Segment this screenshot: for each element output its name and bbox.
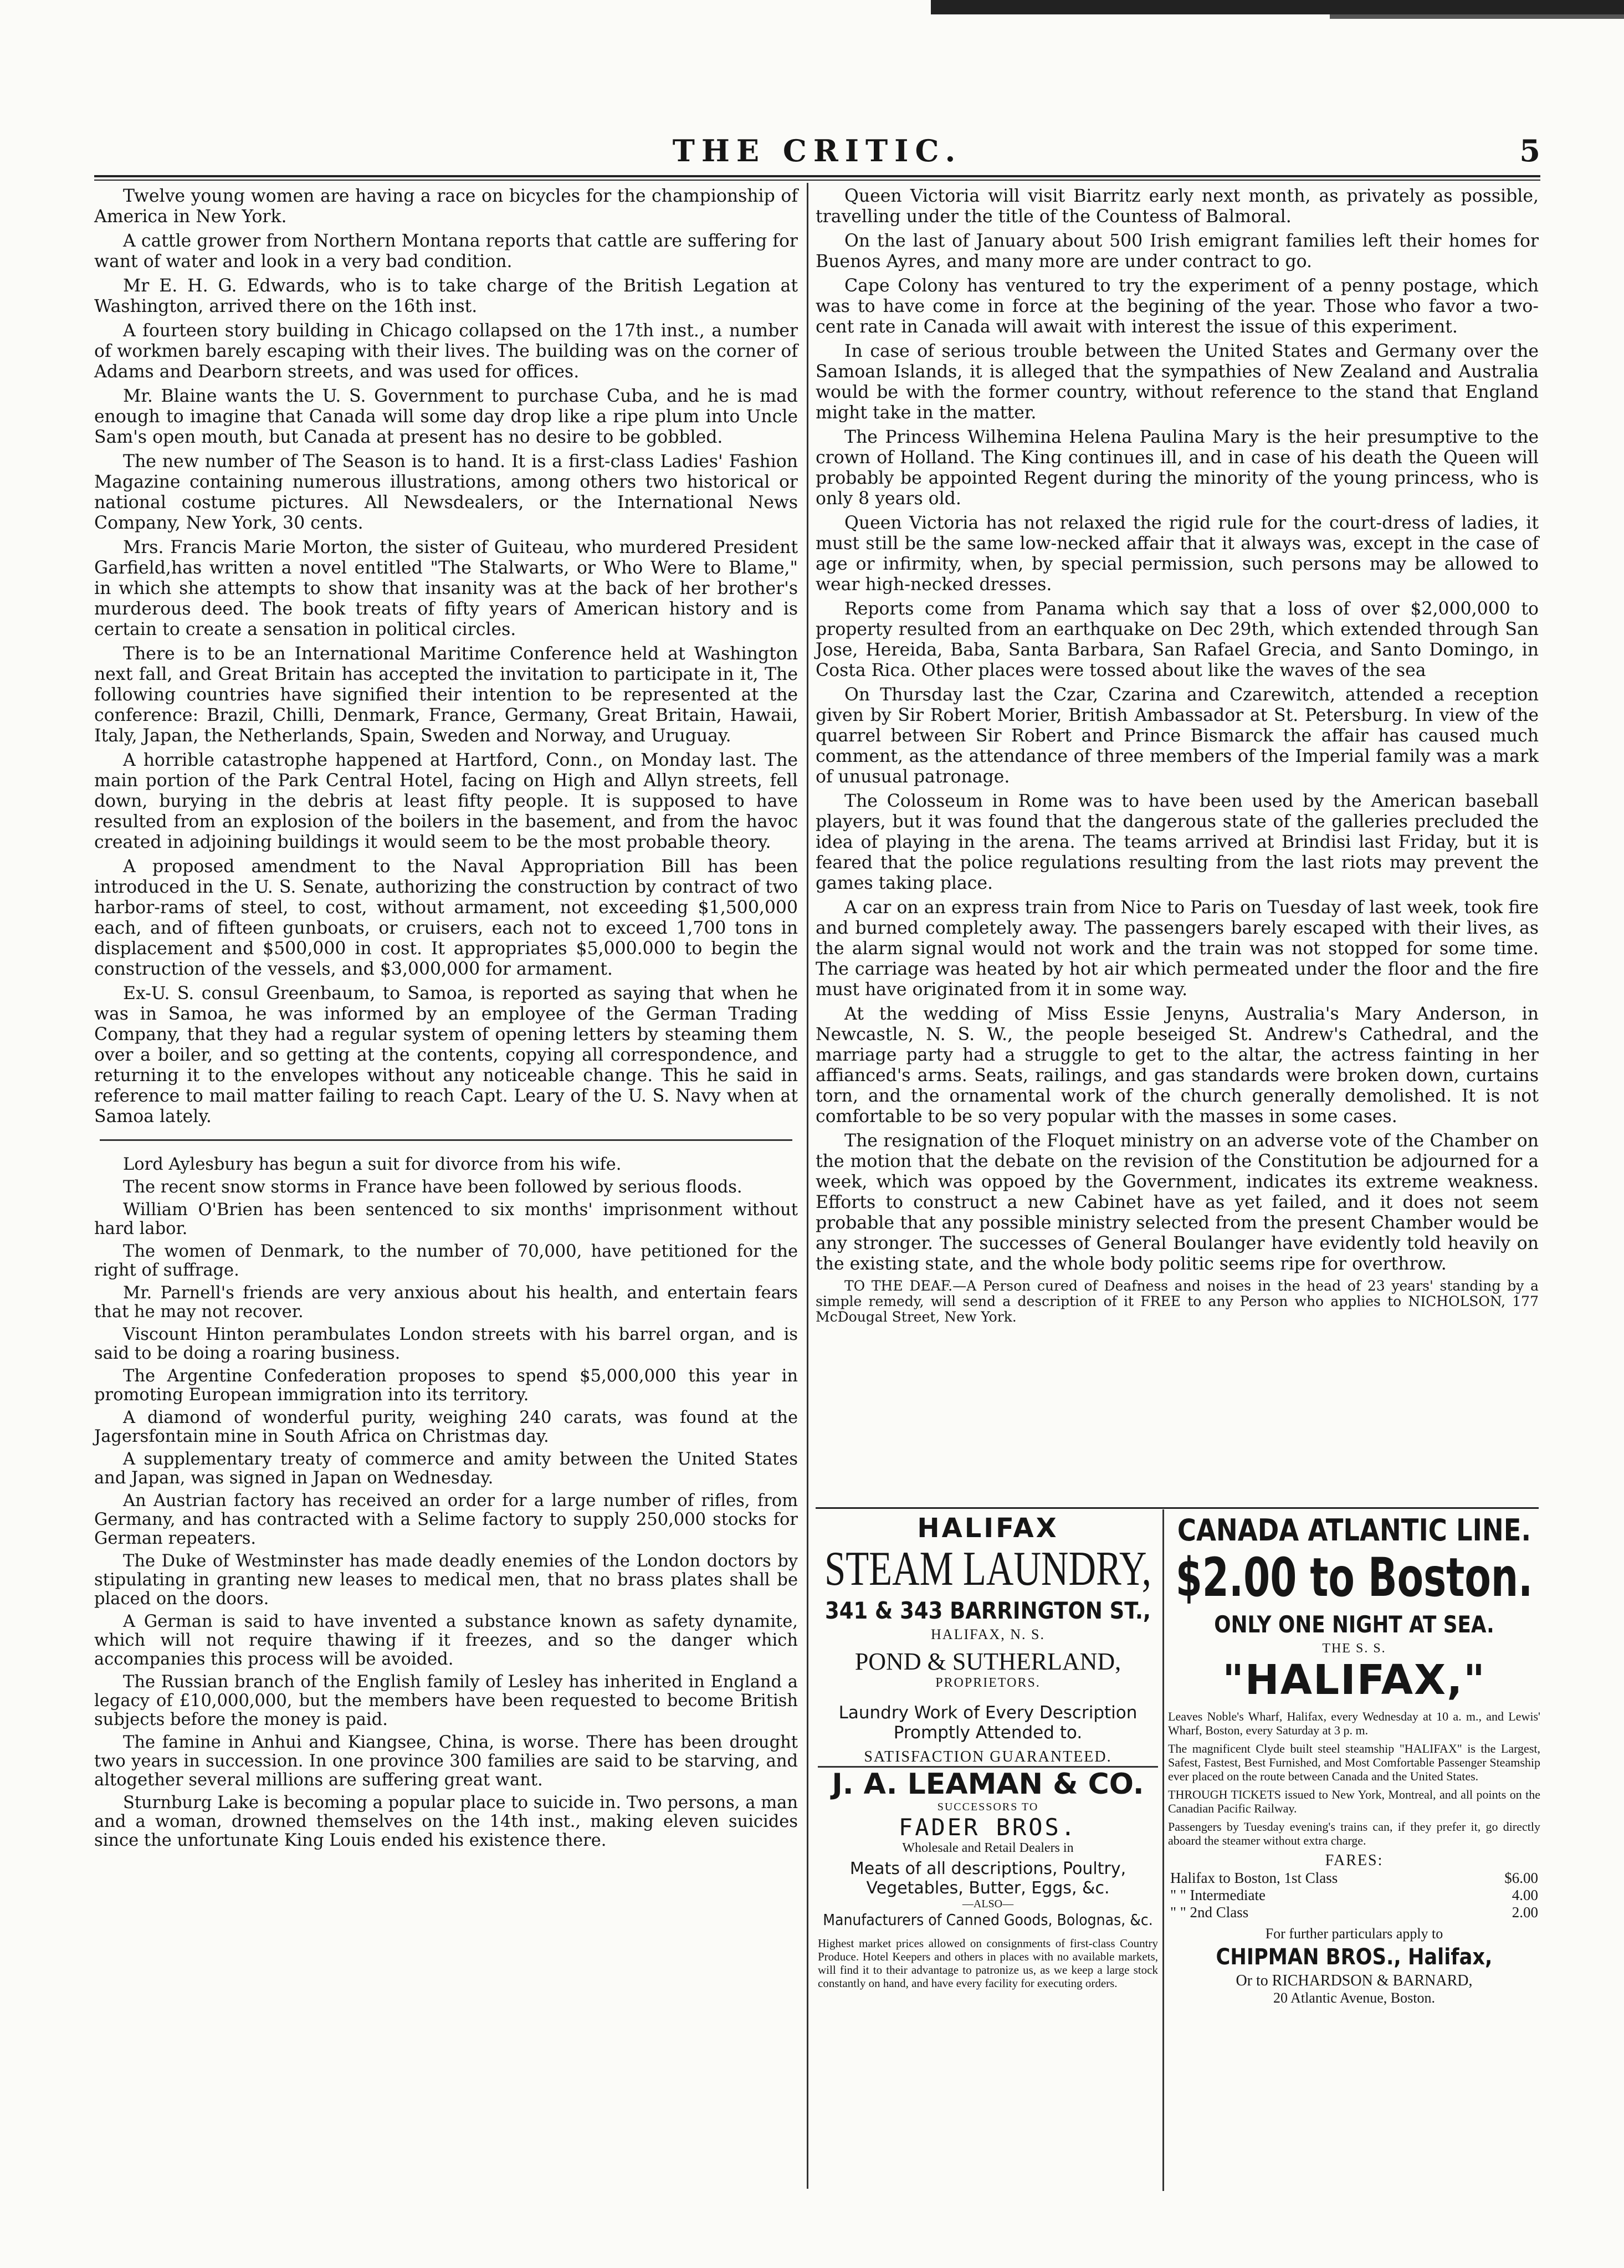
news-item: A diamond of wonderful purity, weighing 240 carats, was found at the Jagersfontain mine in South Africa on Christmas day. bbox=[94, 1408, 798, 1446]
news-item: On Thursday last the Czar, Czarina and Czarewitch, attended a reception given by Sir Robert Morier, British Ambassador at St. Petersburg. In view of the quarrel between Sir Robert and Prince Bismarck the affair has caused much comment, as the attendance of three members of the Imperial family was a mark of unusual patronage. bbox=[816, 685, 1539, 787]
news-item: Sturnburg Lake is becoming a popular place to suicide in. Two persons, a man and a woman, drowned themselves on the 14th inst., making eleven suicides since the unfortunate King Louis ended his existence there. bbox=[94, 1793, 798, 1850]
fare-label: " " Intermediate bbox=[1170, 1887, 1266, 1903]
fare-row bbox=[1168, 1887, 1540, 1904]
news-item: The famine in Anhui and Kiangsee, China, is worse. There has been drought two years in succession. In one province 300 families are said to be starving, and altogether several millions are suffering great want. bbox=[94, 1733, 798, 1790]
masthead-title: THE CRITIC. bbox=[672, 133, 962, 168]
fares-table bbox=[1168, 1870, 1540, 1921]
news-item: The resignation of the Floquet ministry on an adverse vote of the Chamber on the motion that the debate on the revision of the Constitution be adjourned for a week, which was oppoed by the Government, indicates its extreme weakness. Efforts to construct a new Cabinet have as yet failed, and it does not seem probable that any possible ministry selected from the present Chamber would be any stronger. The successes of General Boulanger have evidently told heavily on the existing state, and the whole body politic seems ripe for overthrow. bbox=[816, 1131, 1539, 1274]
page-number: 5 bbox=[1519, 133, 1540, 168]
ads-divider bbox=[1162, 1509, 1164, 2191]
leaman-successors: SUCCESSORS TO bbox=[937, 1801, 1039, 1813]
news-item: The Russian branch of the English family of Lesley has inherited in England a legacy of £10,000,000, but the members have been requested to become British subjects before the money is paid. bbox=[94, 1672, 798, 1729]
news-item: A fourteen story building in Chicago collapsed on the 17th inst., a number of workmen barely escaping with their lives. The building was on the corner of Adams and Dearborn streets, and was used for offices. bbox=[94, 321, 798, 382]
laundry-guarantee: SATISFACTION GUARANTEED. bbox=[864, 1748, 1112, 1765]
header-rule-bottom bbox=[94, 180, 1540, 181]
ship-name: "HALIFAX," bbox=[1222, 1656, 1486, 1704]
laundry-line2: Promptly Attended to. bbox=[893, 1723, 1083, 1743]
leaman-line3: Manufacturers of Canned Goods, Bolognas, &c. bbox=[823, 1911, 1153, 1929]
laundry-role: PROPRIETORS. bbox=[935, 1676, 1041, 1690]
leaman-former: FADER BROS. bbox=[898, 1814, 1078, 1841]
alt-agent: Or to RICHARDSON & BARNARD, bbox=[1236, 1972, 1473, 1989]
news-item: The Duke of Westminster has made deadly enemies of the London doctors by stipulating in granting new leases to medical men, that no brass plates shall be placed on the doors. bbox=[94, 1552, 798, 1609]
leaman-line1: Meats of all descriptions, Poultry, bbox=[849, 1859, 1126, 1878]
news-item: Queen Victoria will visit Biarritz early next month, as privately as possible, travelling under the title of the Countess of Balmoral. bbox=[816, 186, 1539, 227]
news-item: Queen Victoria has not relaxed the rigid rule for the court-dress of ladies, it must still be the same low-necked affair that it always was, except in the case of age or infirmity, when, by special permission, such persons may be allowed to wear high-necked dresses. bbox=[816, 513, 1539, 595]
column-divider bbox=[807, 183, 808, 2189]
deaf-notice: TO THE DEAF.—A Person cured of Deafness and noises in the head of 23 years' standing by a simple remedy, will send a description of it FREE to any Person who applies to NICHOLSON, 177 McDougal Street, New York. bbox=[816, 1278, 1539, 1325]
news-item: Mr E. H. G. Edwards, who is to take charge of the British Legation at Washington, arrived there on the 16th inst. bbox=[94, 276, 798, 316]
news-item: A proposed amendment to the Naval Appropriation Bill has been introduced in the U. S. Senate, authorizing the construction by contract of two harbor-rams of steel, to cost, without armament, not exceeding $1,500,000 each, and of fifteen gunboats, or cruisers, each not to exceed 1,700 tons in displacement and $500,000 in cost. It appropriates $5,000.000 to begin the construction of the vessels, and $3,000,000 for armament. bbox=[94, 857, 798, 979]
news-item: The Argentine Confederation proposes to spend $5,000,000 this year in promoting European immigration into its territory. bbox=[94, 1366, 798, 1405]
news-item: At the wedding of Miss Essie Jenyns, Australia's Mary Anderson, in Newcastle, N. S. W., the people beseiged St. Andrew's Cathedral, and the marriage party had a struggle to get to the altar, the actress fainting in her affianced's arms. Seats, railings, and gas standards were broken down, curtains torn, and the ornamental work of the church generally demolished. It is not comfortable to be so very popular with the masses in some cases. bbox=[816, 1004, 1539, 1127]
fare-price: $6.00 bbox=[1504, 1870, 1538, 1886]
news-item: There is to be an International Maritime Conference held at Washington next fall, and Great Britain has accepted the invitation to participate in it, The following countries have signified their intention to be represented at the conference: Brazil, Chilli, Denmark, France, Germany, Great Britain, Hawaii, Italy, Japan, the Netherlands, Spain, Sweden and Norway, and Uruguay. bbox=[94, 644, 798, 746]
leaman-dealers: Wholesale and Retail Dealers in bbox=[902, 1841, 1074, 1855]
tuesday-passengers: Passengers by Tuesday evening's trains can, if they prefer it, go directly aboard the steamer without extra charge. bbox=[1168, 1820, 1540, 1847]
fare-row bbox=[1168, 1870, 1540, 1887]
page-header bbox=[94, 133, 1540, 172]
news-item: A car on an express train from Nice to Paris on Tuesday of last week, took fire and burned completely away. The passengers barely escaped with their lives, as the alarm signal would not work and the train was not stopped for some time. The carriage was heated by hot air which permeated under the floor and the fire must have originated from it in some way. bbox=[816, 898, 1539, 1000]
news-item: Viscount Hinton perambulates London streets with his barrel organ, and is said to be doing a roaring business. bbox=[94, 1325, 798, 1363]
news-item: The Princess Wilhemina Helena Paulina Mary is the heir presumptive to the crown of Holland. The King continues ill, and in case of his death the Queen will probably be appointed Regent during the minority of the young princess, who is only 8 years old. bbox=[816, 427, 1539, 509]
fares-title: FARES: bbox=[1325, 1852, 1384, 1869]
news-item: In case of serious trouble between the United States and Germany over the Samoan Islands, it is alleged that the sympathies of New Zealand and Australia would be with the former country, without reference to the stand that England might take in the matter. bbox=[816, 341, 1539, 423]
the-ss: THE S. S. bbox=[1322, 1641, 1386, 1656]
news-item: The new number of The Season is to hand. It is a first-class Ladies' Fashion Magazine containing numerous illustrations, among others two historical or national costume pictures. All Newsdealers, or the International News Company, New York, 30 cents. bbox=[94, 452, 798, 533]
news-item: Reports come from Panama which say that a loss of over $2,000,000 to property resulted from an earthquake on Dec 29th, which extended through San Jose, Hereida, Baba, Santa Barbara, San Rafael Grecia, and Santo Domingo, in Costa Rica. Other places were tossed about like the waves of the sea bbox=[816, 599, 1539, 680]
news-item: A supplementary treaty of commerce and amity between the United States and Japan, was signed in Japan on Wednesday. bbox=[94, 1450, 798, 1488]
news-item: On the last of January about 500 Irish emigrant families left their homes for Buenos Ayres, and many more are under contract to go. bbox=[816, 231, 1539, 272]
news-item: Mr. Parnell's friends are very anxious about his health, and entertain fears that he may not recover. bbox=[94, 1283, 798, 1322]
laundry-firm: POND & SUTHERLAND, bbox=[854, 1648, 1121, 1675]
boston-price: $2.00 to Boston. bbox=[1175, 1547, 1533, 1609]
news-item: Twelve young women are having a race on bicycles for the championship of America in New York. bbox=[94, 186, 798, 227]
leaman-line2: Vegetables, Butter, Eggs, &c. bbox=[866, 1878, 1110, 1898]
fare-label: Halifax to Boston, 1st Class bbox=[1170, 1870, 1338, 1886]
fare-price: 4.00 bbox=[1512, 1887, 1538, 1903]
news-item: William O'Brien has been sentenced to six months' imprisonment without hard labor. bbox=[94, 1200, 798, 1238]
steamship-advertisement bbox=[1168, 1513, 1540, 2006]
fare-price: 2.00 bbox=[1512, 1904, 1538, 1921]
top-edge-bar-secondary bbox=[1330, 14, 1624, 19]
leaman-also: —ALSO— bbox=[962, 1898, 1014, 1910]
through-tickets: THROUGH TICKETS issued to New York, Montreal, and all points on the Canadian Pacific Railway. bbox=[1168, 1788, 1540, 1815]
laundry-city: HALIFAX bbox=[917, 1513, 1059, 1544]
laundry-advertisement bbox=[818, 1513, 1158, 1990]
laundry-address: 341 & 343 BARRINGTON ST., bbox=[825, 1597, 1151, 1624]
news-item: Mr. Blaine wants the U. S. Government to purchase Cuba, and he is mad enough to imagine that Canada will some day drop like a ripe plum into Uncle Sam's open mouth, but Canada at present has no desire to be gobbled. bbox=[94, 386, 798, 447]
ship-departures: Leaves Noble's Wharf, Halifax, every Wednesday at 10 a. m., and Lewis' Wharf, Boston, every Saturday at 3 p. m. bbox=[1168, 1709, 1540, 1737]
left-column bbox=[94, 186, 798, 1854]
laundry-town: HALIFAX, N. S. bbox=[931, 1626, 1045, 1642]
ads-rule bbox=[816, 1507, 1539, 1509]
leaman-name: J. A. LEAMAN & CO. bbox=[832, 1768, 1144, 1801]
canada-line-title: CANADA ATLANTIC LINE. bbox=[1177, 1513, 1531, 1548]
fare-label: " " 2nd Class bbox=[1170, 1904, 1249, 1921]
leaman-fine-print: Highest market prices allowed on consignments of first-class Country Produce. Hotel Keepers and others in places with no available markets, will find it to their advantage to patronize us, as we keep a large stock constantly on hand, and have every facility for executing orders. bbox=[818, 1937, 1158, 1990]
laundry-name: STEAM LAUNDRY, bbox=[824, 1542, 1151, 1596]
fare-row bbox=[1168, 1904, 1540, 1921]
news-item: A cattle grower from Northern Montana reports that cattle are suffering for want of water and look in a very bad condition. bbox=[94, 231, 798, 272]
header-rule-top bbox=[94, 175, 1540, 177]
news-item: An Austrian factory has received an order for a large number of rifles, from Germany, and has contracted with a Selime factory to supply 250,000 stocks for German repeaters. bbox=[94, 1491, 798, 1548]
agent-name: CHIPMAN BROS., Halifax, bbox=[1216, 1944, 1493, 1970]
news-item: The women of Denmark, to the number of 70,000, have petitioned for the right of suffrage. bbox=[94, 1242, 798, 1280]
news-item: Ex-U. S. consul Greenbaum, to Samoa, is reported as saying that when he was in Samoa, he was informed by an employee of the German Trading Company, that they had a regular system of opening letters by steaming them over a boiler, and so getting at the contents, copying all correspondence, and returning it to the envelopes without any noticeable change. This he said in reference to mail matter failing to reach Capt. Leary of the U. S. Navy when at Samoa lately. bbox=[94, 984, 798, 1127]
news-item: A horrible catastrophe happened at Hartford, Conn., on Monday last. The main portion of the Park Central Hotel, facing on High and Allyn streets, fell down, burying in the debris at least fifty people. It is supposed to have resulted from an explosion of the boilers in the basement, and from the havoc created in adjoining buildings it would seem to be the most probable theory. bbox=[94, 750, 798, 852]
alt-agent-address: 20 Atlantic Avenue, Boston. bbox=[1273, 1990, 1435, 2006]
news-item: Cape Colony has ventured to try the experiment of a penny postage, which was to have come in force at the begining of the year. Those who favor a two-cent rate in Canada will await with interest the issue of this experiment. bbox=[816, 276, 1539, 337]
news-item: The Colosseum in Rome was to have been used by the American baseball players, but it was found that the dangerous state of the galleries precluded the idea of playing in the arena. The teams arrived at Brindisi last Friday, but it is feared that the police regulations resulting from the last riots may prevent the games taking place. bbox=[816, 791, 1539, 893]
ship-description: The magnificent Clyde built steel steamship "HALIFAX" is the Largest, Safest, Fastest, Best Furnished, and Most Comfortable Passenger Steamship ever placed on the route between Canada and the United States. bbox=[1168, 1742, 1540, 1783]
right-column bbox=[816, 186, 1539, 1329]
news-item: The recent snow storms in France have been followed by serious floods. bbox=[123, 1177, 742, 1197]
news-item: Lord Aylesbury has begun a suit for divorce from his wife. bbox=[123, 1155, 622, 1174]
apply-to: For further particulars apply to bbox=[1265, 1926, 1443, 1942]
news-item: Mrs. Francis Marie Morton, the sister of Guiteau, who murdered President Garfield,has written a novel entitled "The Stalwarts, or Who Were to Blame," in which she attempts to show that insanity was at the back of her brother's murderous deed. The book treats of fifty years of American history and is certain to create a sensation in political circles. bbox=[94, 537, 798, 639]
section-divider bbox=[100, 1139, 792, 1141]
news-item: A German is said to have invented a substance known as safety dynamite, which will not require thawing if it freezes, and so the danger which accompanies this process will be avoided. bbox=[94, 1612, 798, 1669]
laundry-line1: Laundry Work of Every Description bbox=[838, 1703, 1138, 1723]
night-at-sea: ONLY ONE NIGHT AT SEA. bbox=[1214, 1611, 1494, 1638]
top-edge-bar bbox=[931, 0, 1624, 14]
